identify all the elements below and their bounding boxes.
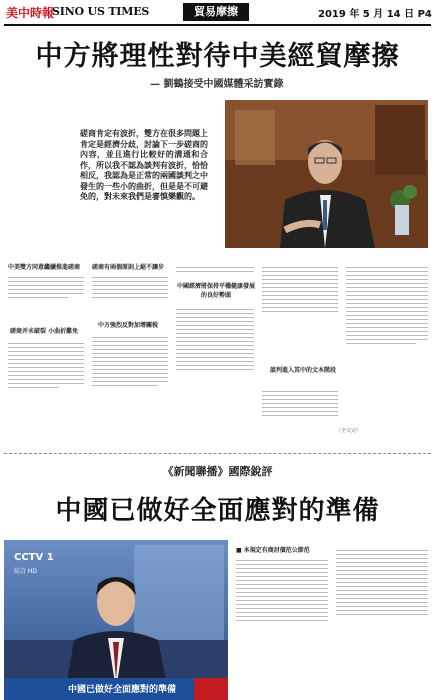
body-lines bbox=[176, 264, 254, 275]
section-heading: 中美雙方同意繼續推進磋商 bbox=[8, 264, 81, 271]
tv-logo: CCTV 1 bbox=[14, 552, 54, 563]
body-lines bbox=[346, 264, 428, 347]
section-heading: 談判進入其中的文本階段 bbox=[270, 367, 337, 374]
main-headline: 中方將理性對待中美經貿摩擦 bbox=[35, 41, 400, 72]
tv-news-photo bbox=[4, 540, 228, 700]
section-divider bbox=[4, 453, 431, 454]
section-label: 貿易摩擦 bbox=[183, 3, 249, 21]
section-heading: 中國經濟將保持平穩健康發展的良好勢頭 bbox=[176, 283, 255, 299]
body-lines bbox=[262, 388, 338, 419]
section-heading: 磋商有兩個原則上絕不讓步 bbox=[92, 264, 165, 271]
article2-body bbox=[236, 545, 428, 695]
body-lines bbox=[8, 340, 84, 391]
body-lines bbox=[92, 274, 168, 301]
brand-name-zh: 美中時報 bbox=[6, 6, 55, 20]
masthead bbox=[0, 0, 435, 24]
body-lines bbox=[236, 557, 328, 624]
section-heading: 中方強烈反對加增關稅 bbox=[98, 322, 159, 329]
article2-section-head: ■ 本規定有商討價范公節范 bbox=[236, 547, 310, 554]
lede-paragraph: 磋商肯定有波折，雙方在很多問題上肯定是經濟分歧，討論下一步磋商的內容，並且進行比較好的溝通和合作，所以我不認為談判有波折，恰恰相反，我認為是正常的兩國談判之中發生的一些小的曲折，但是是不可避免的，對未來我們是審慎樂觀的。 bbox=[80, 128, 208, 201]
body-lines bbox=[262, 264, 338, 315]
editor-note: （全文完） bbox=[336, 428, 362, 434]
brand-name-en: SINO US TIMES bbox=[52, 5, 150, 18]
masthead-rule bbox=[4, 24, 431, 26]
body-lines bbox=[92, 334, 168, 389]
tv-channel-hd: 综合 HD bbox=[14, 568, 38, 575]
body-columns bbox=[8, 262, 428, 452]
article-photo bbox=[225, 100, 428, 248]
body-lines bbox=[176, 306, 254, 373]
issue-date: 2019 年 5 月 14 日 P4 bbox=[318, 9, 432, 20]
tv-caption: 中國已做好全面應對的準備 bbox=[68, 685, 177, 695]
article-kicker: 《新聞聯播》國際銳評 bbox=[162, 465, 273, 478]
body-lines bbox=[336, 547, 428, 618]
section-heading: 磋商并未破裂 小曲折難免 bbox=[10, 328, 79, 335]
second-headline: 中國已做好全面應對的準備 bbox=[55, 496, 380, 526]
body-lines bbox=[8, 274, 84, 301]
subheadline: — 劉鶴接受中國媒體采訪實錄 bbox=[150, 79, 284, 90]
